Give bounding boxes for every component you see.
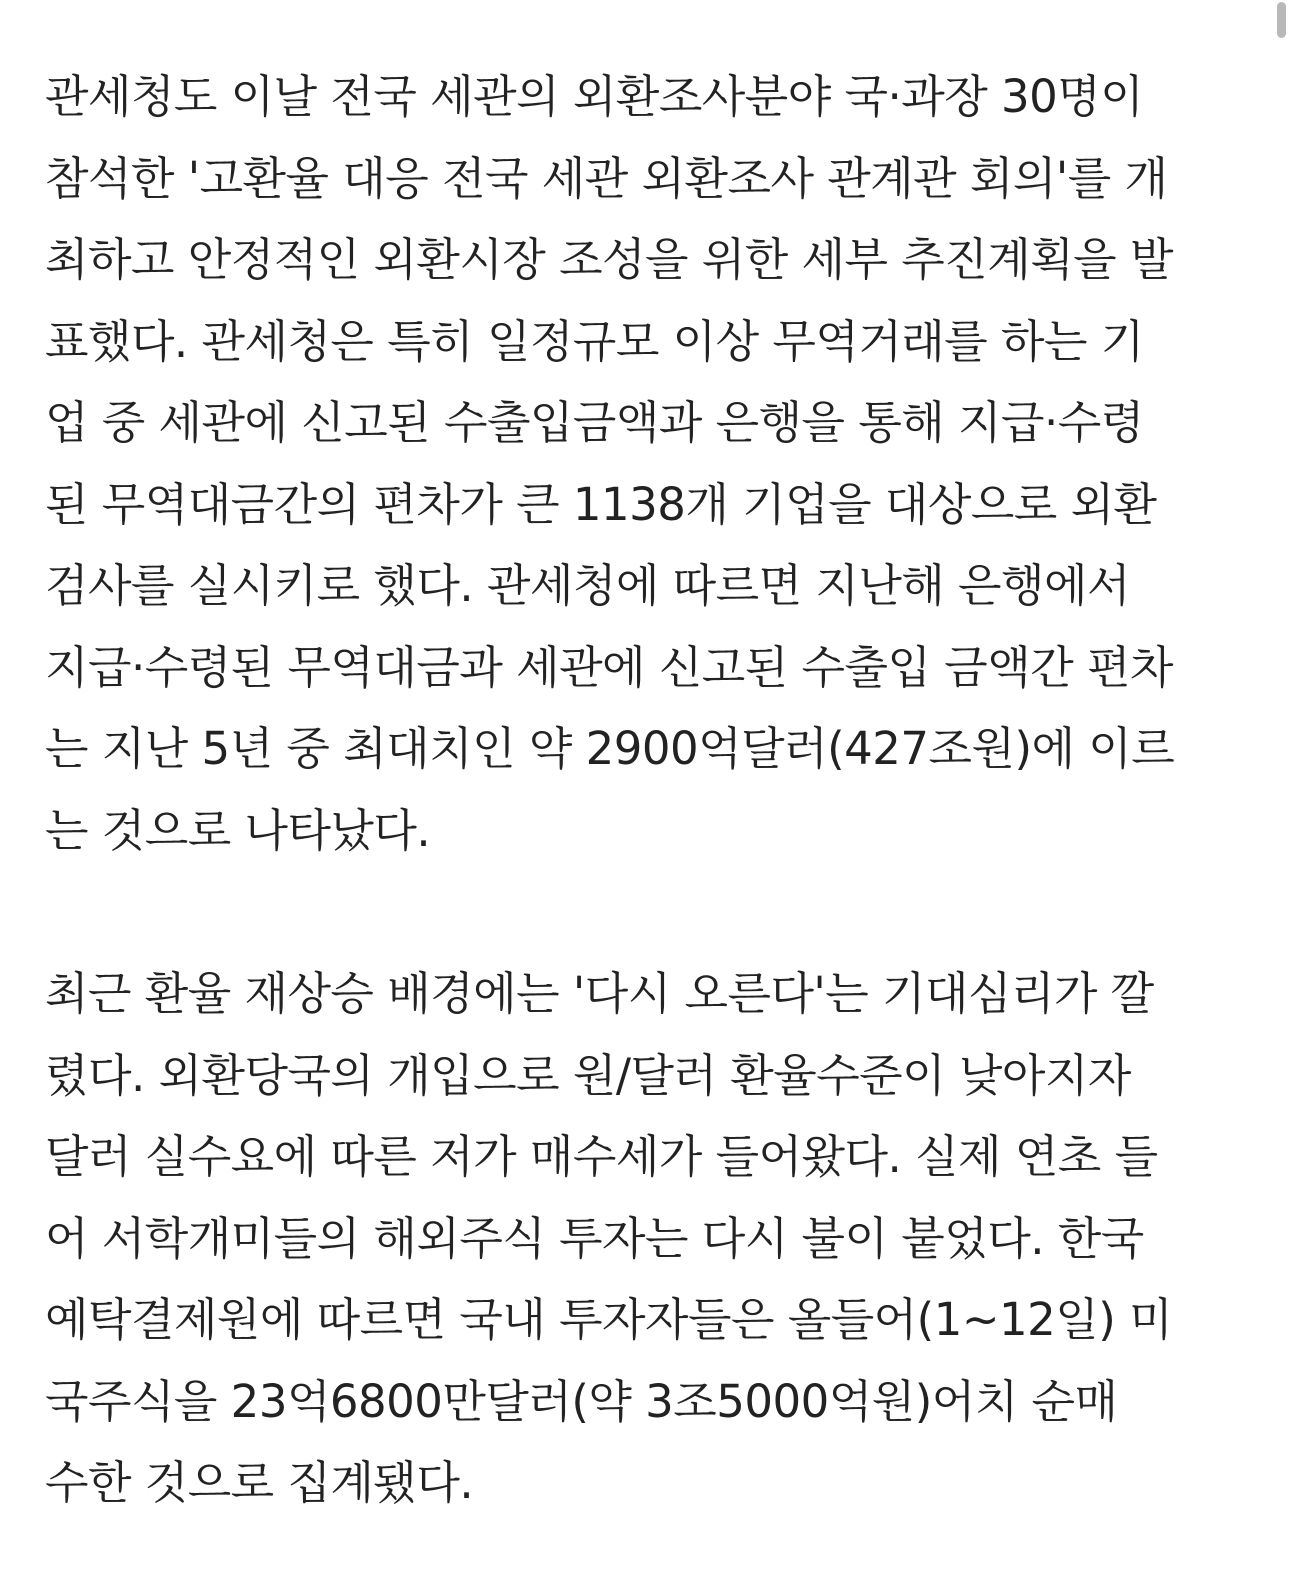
article-body: [45, 56, 1240, 1524]
text-line: 예탁결제원에 따르면 국내 투자자들은 올들어(1~12일) 미: [45, 1293, 1173, 1346]
text-line: 업 중 세관에 신고된 수출입금액과 은행을 통해 지급·수령: [45, 396, 1144, 449]
paragraph-2: [45, 953, 1240, 1524]
text-line: 수한 것으로 집계됐다.: [45, 1456, 474, 1509]
paragraph-spacer: [45, 871, 1240, 953]
text-line: 국주식을 23억6800만달러(약 3조5000억원)어치 순매: [45, 1374, 1118, 1428]
paragraph-1: [45, 56, 1240, 871]
text-line: 표했다. 관세청은 특히 일정규모 이상 무역거래를 하는 기: [45, 314, 1144, 368]
text-line: 는 지난 5년 중 최대치인 약 2900억달러(427조원)에 이르: [45, 722, 1175, 775]
text-line: 최근 환율 재상승 배경에는 '다시 오른다'는 기대심리가 깔: [45, 967, 1154, 1020]
text-line: 어 서학개미들의 해외주식 투자는 다시 불이 붙었다. 한국: [45, 1211, 1144, 1265]
text-line: 된 무역대금간의 편차가 큰 1138개 기업을 대상으로 외환: [45, 477, 1157, 531]
scrollbar-thumb[interactable]: [1277, 2, 1286, 38]
text-line: 달러 실수요에 따른 저가 매수세가 들어왔다. 실제 연초 들: [45, 1130, 1158, 1183]
text-line: 는 것으로 나타났다.: [45, 803, 431, 857]
text-line: 렸다. 외환당국의 개입으로 원/달러 환율수준이 낮아지자: [45, 1048, 1131, 1102]
text-line: 지급·수령된 무역대금과 세관에 신고된 수출입 금액간 편차: [45, 640, 1173, 694]
text-line: 검사를 실시키로 했다. 관세청에 따르면 지난해 은행에서: [45, 559, 1130, 612]
text-line: 참석한 '고환율 대응 전국 세관 외환조사 관계관 회의'를 개: [45, 151, 1168, 205]
text-line: 관세청도 이날 전국 세관의 외환조사분야 국·과장 30명이: [45, 70, 1144, 123]
text-line: 최하고 안정적인 외환시장 조성을 위한 세부 추진계획을 발: [45, 233, 1173, 286]
